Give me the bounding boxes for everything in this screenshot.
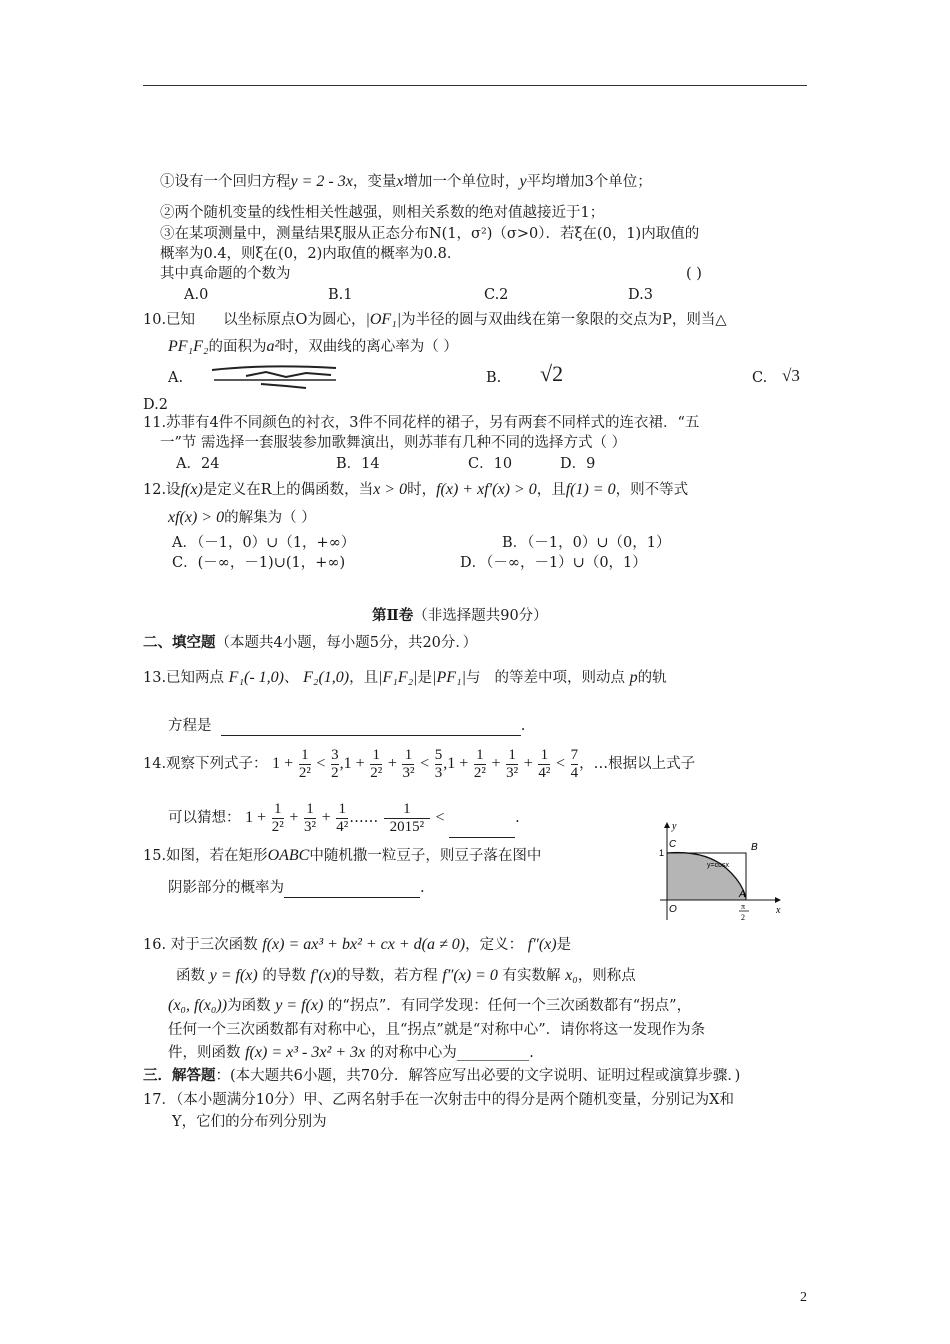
q10-option-b: B. xyxy=(486,370,502,386)
q14-line2: 可以猜想： 1 + $\frac{1}{\text{2²}}$ + $\frac{1}{\text{3²}}$ + $\frac{1}{\text{4²}}$ …… $\frac{1}{\text{2015²}}$ < . xyxy=(168,798,520,838)
q9-option-d: D.3 xyxy=(628,287,653,303)
q9-option-a: A.0 xyxy=(184,287,209,303)
fig-point-b: B xyxy=(751,842,758,853)
fig-y-label: y xyxy=(672,821,677,832)
q13-answer-blank[interactable] xyxy=(221,719,521,736)
fig-point-a: A xyxy=(739,889,746,900)
part2-title: 第Ⅱ卷（非选择题共90分） xyxy=(372,607,548,624)
q11-option-a: A．24 xyxy=(176,456,220,472)
q16-line2: 函数 y = f(x) 的导数 f′(x)的导数，若方程 f″(x) = 0 有实数解 x₀，则称点 xyxy=(176,967,636,984)
q10-option-d: D.2 xyxy=(143,397,168,413)
q10-option-b-value: √2 xyxy=(540,361,564,386)
q10-line2: PF₁F₂的面积为a²时，双曲线的离心率为（ ） xyxy=(168,338,458,355)
fig-tick-one: 1 xyxy=(659,848,665,858)
q9-item3-cont: 概率为0.4，则ξ在(0，2)内取值的概率为0.8． xyxy=(160,246,462,262)
q17-line2: Y，它们的分布列分别为 xyxy=(172,1114,327,1130)
q9-option-c: C.2 xyxy=(484,287,509,303)
q12-option-d: D．（－∞，－1）∪（0，1） xyxy=(460,555,647,571)
q16-line1: 16. 对于三次函数 f(x) = ax³ + bx² + cx + d(a ≠ 0)，定义： f″(x)是 xyxy=(143,936,572,953)
fig-curve-label: y=cosx xyxy=(707,862,729,869)
q12-option-c: C．(－∞，－1)∪(1，+∞) xyxy=(172,555,346,571)
q11-option-b: B．14 xyxy=(336,456,380,472)
q10-option-c-value: √3 xyxy=(782,366,800,385)
q11-option-d: D．9 xyxy=(560,456,596,472)
fig-point-c: C xyxy=(669,839,677,850)
q12-option-b: B．（－1，0）∪（0，1） xyxy=(502,535,671,551)
header-rule xyxy=(143,85,807,86)
section2-heading: 二、填空题（本题共4小题，每小题5分，共20分．） xyxy=(143,634,478,651)
q13-line1: 13.已知两点 F₁(- 1,0)、 F₂(1,0)，且|F₁F₂|是|PF₁|与 的等差中项，则动点 p的轨 xyxy=(143,669,667,686)
q12-option-a: A．（－1，0）∪（1，+∞） xyxy=(172,535,356,551)
section3-heading: 三．解答题：(本大题共6小题，共70分．解答应写出必要的文字说明、证明过程或演算步骤．) xyxy=(143,1067,741,1084)
q15-answer-blank[interactable] xyxy=(284,881,420,898)
q17-line1: 17．（本小题满分10分）甲、乙两名射手在一次射击中的得分是两个随机变量，分别记为X和 xyxy=(143,1092,734,1108)
q9-answer-paren: ( ) xyxy=(686,266,702,282)
q12-line1: 12.设f(x)是定义在R上的偶函数，当x > 0时，f(x) + xf′(x) > 0，且f(1) = 0，则不等式 xyxy=(143,481,689,498)
q9-item2: ②两个随机变量的线性相关性越强，则相关系数的绝对值越接近于1； xyxy=(160,205,605,221)
q9-question: 其中真命题的个数为 xyxy=(160,266,291,282)
page-number: 2 xyxy=(800,1290,807,1305)
q11-option-c: C．10 xyxy=(468,456,513,472)
fig-pi: π xyxy=(741,902,746,911)
q16-line3: (x₀, f(x₀))为函数 y = f(x) 的“拐点”．有同学发现：任何一个三次函数都有“拐点”， xyxy=(168,997,692,1014)
q15-line1: 15.如图，若在矩形OABC中随机撒一粒豆子，则豆子落在图中 xyxy=(143,847,542,864)
q14-answer-blank[interactable] xyxy=(449,823,515,838)
q16-answer-blank[interactable]: __________ xyxy=(456,1045,530,1061)
fig-two: 2 xyxy=(741,913,745,922)
q10-line1: 10.已知 以坐标原点O为圆心，|OF₁|为半径的圆与双曲线在第一象限的交点为P，则当△ xyxy=(143,311,727,328)
q15-line2: 阴影部分的概率为 . xyxy=(168,880,425,896)
fig-x-label: x xyxy=(776,905,781,916)
q9-option-b: B.1 xyxy=(328,287,353,303)
q10-option-c: C. xyxy=(752,370,768,386)
fig-origin: O xyxy=(669,904,677,915)
q10-option-a: A. xyxy=(168,370,184,386)
q12-line2: xf(x) > 0的解集为（ ） xyxy=(168,509,316,526)
q10-option-a-garbled-formula xyxy=(206,362,342,392)
q14-line1: 14.观察下列式子： 1 + $\frac{1}{\text{2²}}$ < $\frac{3}{2}$ ,1 + $\frac{1}{\text{2²}}$ + $\frac{1}{\text{3²}}$ < $\frac{5}{3}$ ,1 + $\frac{1}{\text{2²}}$ + $\frac{1}{\text{3²}}$ + $\frac{1}{\text{4²}}$ < $\frac{7}{4}$ ，…根据以上式子 xyxy=(143,746,696,781)
q16-line5: 件，则函数 f(x) = x³ - 3x² + 3x 的对称中心为__________. xyxy=(168,1044,534,1061)
q11-line2: 一”节 需选择一套服装参加歌舞演出，则苏菲有几种不同的选择方式（ ） xyxy=(160,435,627,451)
q11-line1: 11.苏菲有4件不同颜色的衬衣，3件不同花样的裙子，另有两套不同样式的连衣裙．“五 xyxy=(143,415,700,431)
q13-line2: 方程是 . xyxy=(168,718,526,734)
q9-item1: ①设有一个回归方程y = 2 - 3x，变量x增加一个单位时，y平均增加3个单位； xyxy=(160,173,652,190)
q15-figure xyxy=(650,820,786,924)
q16-line4: 任何一个三次函数都有对称中心，且“拐点”就是“对称中心”．请你将这一发现作为条 xyxy=(168,1022,706,1038)
q9-item3: ③在某项测量中，测量结果ξ服从正态分布N(1，σ²)（σ>0）．若ξ在(0，1)内取值的 xyxy=(160,226,700,242)
